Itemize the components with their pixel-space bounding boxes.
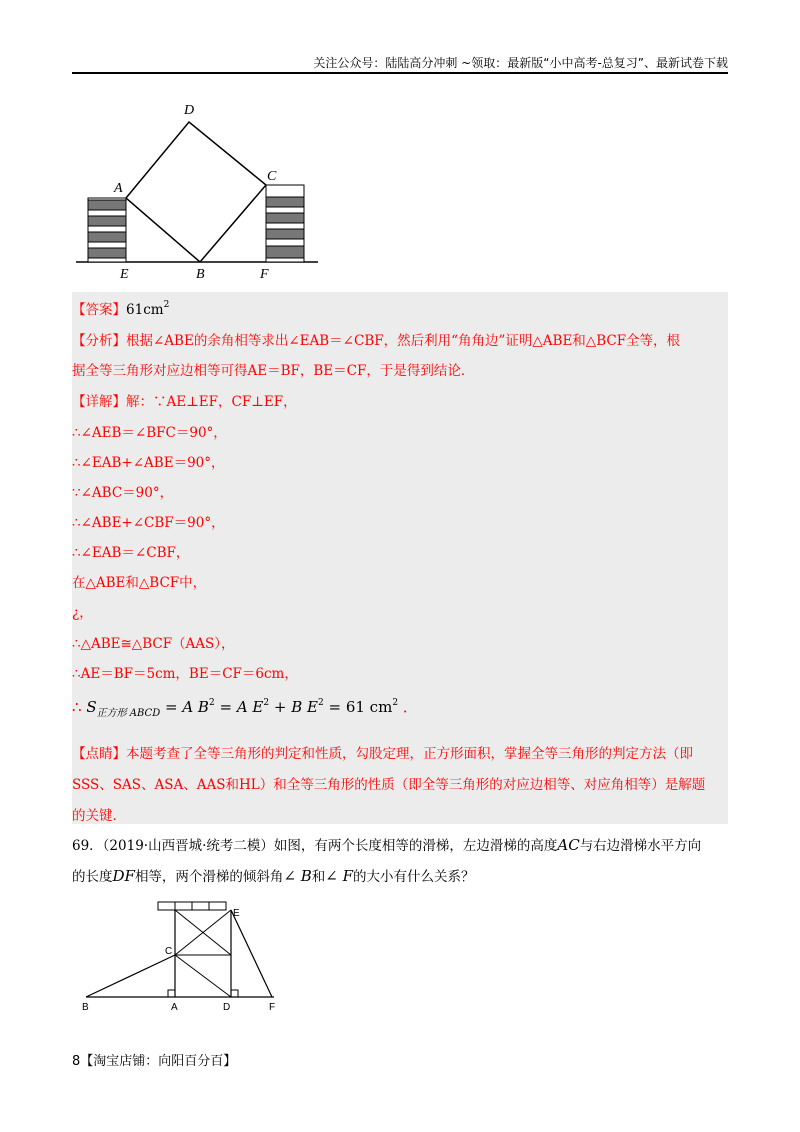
- detail-tag: 【详解】: [72, 394, 126, 410]
- step-3: ∵∠ABC＝90°，: [72, 485, 174, 501]
- comment-line-1: [72, 742, 693, 762]
- page-footer: 8【淘宝店铺：向阳百分百】: [72, 1054, 237, 1069]
- step-5: ∴∠EAB＝∠CBF，: [72, 545, 190, 561]
- label-D: D: [184, 103, 195, 118]
- label-C2: C: [165, 946, 173, 957]
- header-rule: [72, 72, 728, 74]
- step-7: ¿，: [72, 605, 93, 621]
- question-angle-f: ∠ F: [325, 867, 354, 885]
- label-E2: E: [233, 908, 240, 919]
- step-2: ∴∠EAB+∠ABE＝90°，: [72, 455, 225, 471]
- comment-text-1: 本题考查了全等三角形的判定和性质，勾股定理，正方形面积，掌握全等三角形的判定方法（即: [126, 746, 693, 762]
- label-E: E: [120, 267, 129, 282]
- question-text-1a: 69．（2019·山西晋城·统考二模）如图，有两个长度相等的滑梯，左边滑梯的高度: [72, 838, 558, 854]
- question-text-2d: 的大小有什么关系？: [353, 869, 475, 885]
- label-F2: F: [269, 1002, 276, 1013]
- comment-line-2: SSS、SAS、ASA、AAS和HL）和全等三角形的性质（即全等三角形的对应边相等、对应角相等）是解题: [72, 777, 706, 793]
- question-df: DF: [112, 867, 135, 885]
- comment-line-3: 的关键．: [72, 808, 126, 824]
- formula-exp4: 2: [392, 698, 399, 708]
- step-6: 在△ABE和△BCF中，: [72, 575, 207, 591]
- question-line-1: [72, 834, 701, 854]
- analysis-line-2: 据全等三角形对应边相等可得AE＝BF，BE＝CF，于是得到结论．: [72, 363, 475, 379]
- answer-exp: 2: [163, 300, 170, 310]
- question-angle-b: ∠ B: [283, 867, 312, 885]
- answer-unit: cm: [143, 302, 164, 318]
- question-line-2: [72, 865, 475, 885]
- formula-eq2: = A E: [219, 698, 264, 716]
- label-D2: D: [223, 1002, 231, 1013]
- step-8: ∴△ABE≅△BCF（AAS），: [72, 636, 235, 652]
- label-B: B: [196, 267, 205, 282]
- formula-S: S: [86, 698, 97, 716]
- right-stack: [266, 185, 304, 262]
- label-F: F: [260, 267, 269, 282]
- question-text-2b: 相等，两个滑梯的倾斜角: [134, 869, 284, 885]
- area-formula: [72, 696, 418, 719]
- figure-slides: [72, 896, 292, 1020]
- formula-eq1: = A B: [165, 698, 209, 716]
- formula-eq3: + B E: [273, 698, 318, 716]
- comment-tag: 【点睛】: [72, 746, 126, 762]
- label-A2: A: [171, 1002, 178, 1013]
- step-1: ∴∠AEB＝∠BFC＝90°，: [72, 425, 227, 441]
- formula-therefore: ∴: [72, 698, 82, 716]
- formula-eq4: = 61 cm: [328, 698, 393, 716]
- formula-sub: 正方形 ABCD: [96, 708, 161, 719]
- label-C: C: [267, 169, 277, 184]
- question-text-2c: 和: [311, 869, 326, 885]
- page-header: 关注公众号：陆陆高分冲刺 ~领取：最新版“小中高考-总复习”、最新试卷下载: [313, 56, 728, 70]
- step-9: ∴AE＝BF＝5cm，BE＝CF＝6cm，: [72, 666, 298, 682]
- question-text-2a: 的长度: [72, 869, 113, 885]
- formula-end: ．: [402, 698, 418, 716]
- analysis-text-1: 根据∠ABE的余角相等求出∠EAB＝∠CBF，然后利用“角角边”证明△ABE和△BCF全等，根: [126, 333, 681, 349]
- detail-line: [72, 390, 297, 410]
- analysis-tag: 【分析】: [72, 333, 126, 349]
- label-A: A: [114, 181, 123, 196]
- label-B2: B: [82, 1002, 89, 1013]
- answer-tag: 【答案】: [72, 302, 126, 318]
- left-stack: [88, 198, 126, 262]
- analysis-line-1: [72, 329, 680, 349]
- formula-exp2: 2: [263, 698, 270, 708]
- question-text-1b: 与右边滑梯水平方向: [579, 838, 702, 854]
- answer-line: [72, 298, 169, 318]
- formula-exp3: 2: [317, 698, 324, 708]
- answer-value: 61: [126, 302, 144, 318]
- formula-exp1: 2: [208, 698, 215, 708]
- detail-intro: 解：∵AE⊥EF，CF⊥EF，: [126, 394, 297, 410]
- question-ac: AC: [557, 836, 580, 854]
- step-4: ∴∠ABE+∠CBF＝90°，: [72, 515, 225, 531]
- figure-square-ladders: [72, 96, 322, 286]
